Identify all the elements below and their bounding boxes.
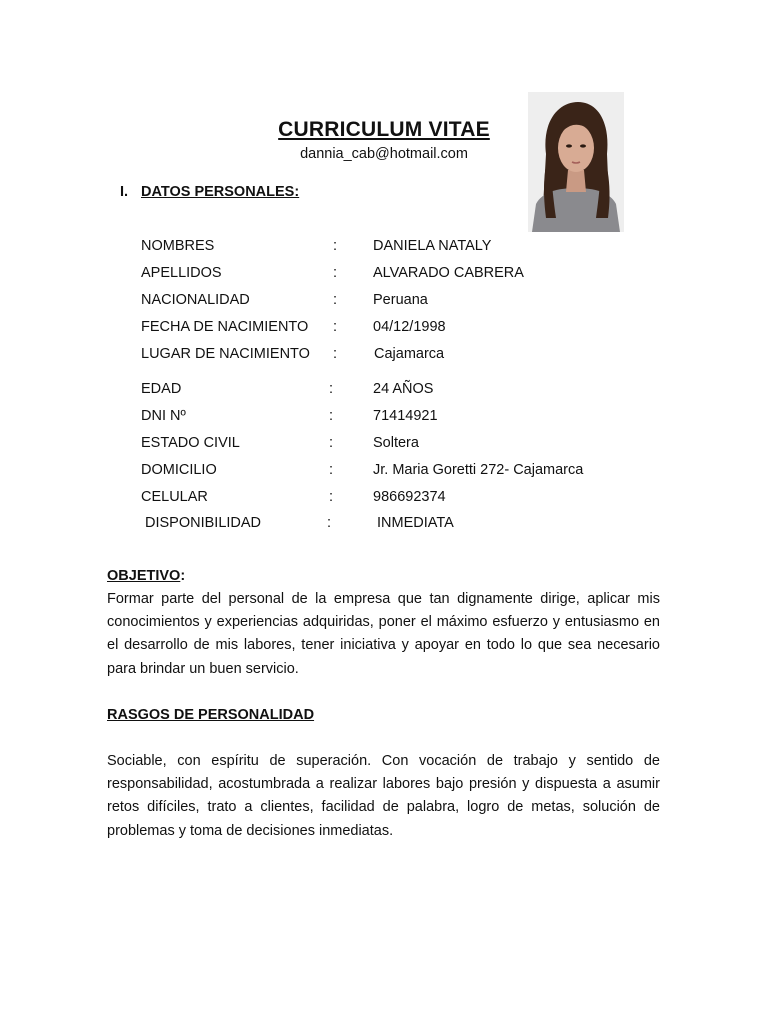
label-nacionalidad: NACIONALIDAD (141, 292, 250, 308)
heading-rasgos (107, 707, 314, 723)
value-nacionalidad: Peruana (373, 292, 428, 308)
colon: : (327, 515, 332, 531)
rasgos-paragraph: Sociable, con espíritu de superación. Con vocación de trabajo y sentido de responsabilidad, acostumbrada a realizar labores bajo presión y dispuesta a asumir retos difíciles, trato a clientes, facilidad de palabra, logro de metas, solución de problemas y toma de decisiones inmediatas. (107, 753, 660, 839)
section-title-datos-personales: DATOS PERSONALES: (141, 184, 300, 200)
colon: : (333, 346, 338, 362)
value-estado-civil: Soltera (373, 435, 419, 451)
value-lugar-nacimiento: Cajamarca (374, 346, 445, 362)
heading-objetivo (107, 568, 185, 584)
cv-title: CURRICULUM VITAE (278, 118, 490, 141)
profile-photo (528, 92, 624, 232)
colon: : (329, 435, 334, 451)
colon: : (329, 489, 334, 505)
value-dni: 71414921 (373, 408, 438, 424)
email-text: dannia_cab@hotmail.com (300, 146, 468, 162)
label-edad: EDAD (141, 381, 182, 397)
label-disponibilidad: DISPONIBILIDAD (145, 515, 262, 531)
label-celular: CELULAR (141, 489, 208, 505)
objetivo-paragraph: Formar parte del personal de la empresa que tan dignamente dirige, aplicar mis conocimientos y experiencias adquiridas, poner el máximo esfuerzo y entusiasmo en el desarrollo de mis labores, tener iniciativa y apoyar en todo lo que sea necesario para brindar un buen servicio. (107, 591, 660, 677)
value-edad: 24 AÑOS (373, 381, 434, 397)
colon: : (333, 292, 338, 308)
colon: : (333, 319, 338, 335)
label-lugar-nacimiento: LUGAR DE NACIMIENTO (141, 346, 310, 362)
value-apellidos: ALVARADO CABRERA (373, 265, 524, 281)
label-domicilio: DOMICILIO (141, 462, 217, 478)
value-fecha-nacimiento: 04/12/1998 (373, 319, 446, 335)
label-fecha-nacimiento: FECHA DE NACIMIENTO (141, 319, 309, 335)
portrait-image (528, 92, 624, 232)
colon: : (329, 381, 334, 397)
value-disponibilidad: INMEDIATA (377, 515, 454, 531)
label-nombres: NOMBRES (141, 238, 215, 254)
colon: : (333, 238, 338, 254)
label-estado-civil: ESTADO CIVIL (141, 435, 240, 451)
label-apellidos: APELLIDOS (141, 265, 222, 281)
label-dni: DNI Nº (141, 408, 186, 424)
colon: : (329, 462, 334, 478)
value-celular: 986692374 (373, 489, 446, 505)
heading-objetivo-colon: : (180, 568, 186, 584)
heading-objetivo-text: OBJETIVO (107, 568, 181, 584)
heading-rasgos-text: RASGOS DE PERSONALIDAD (107, 707, 315, 723)
section-number: I. (120, 184, 129, 200)
value-nombres: DANIELA NATALY (373, 238, 492, 254)
value-domicilio: Jr. Maria Goretti 272- Cajamarca (373, 462, 584, 478)
colon: : (329, 408, 334, 424)
colon: : (333, 265, 338, 281)
